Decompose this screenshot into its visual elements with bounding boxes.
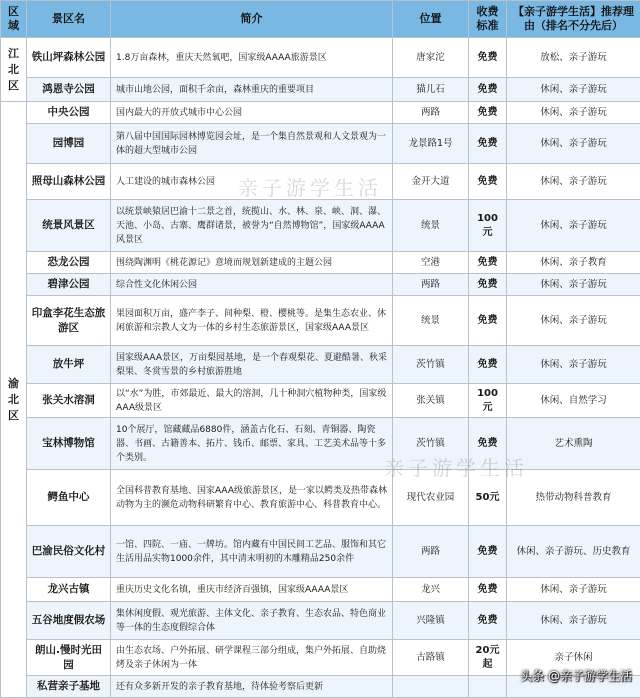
scenic-recommendation: 休闲、亲子游玩 — [507, 124, 640, 164]
scenic-location — [393, 676, 469, 698]
scenic-desc: 以统景峡猿居巴渝十二景之首，统揽山、水、林、泉、峡、洞、瀑、天池、小岛、古寨、鹰群诸景，被誉为“自然博物馆”，国家级AAAA风景区 — [111, 200, 393, 252]
scenic-name: 宝林博物馆 — [27, 418, 111, 470]
scenic-recommendation: 休闲、亲子游玩 — [507, 602, 640, 640]
scenic-fee: 100元 — [469, 200, 507, 252]
scenic-desc: 国内最大的开放式城市中心公园 — [111, 102, 393, 124]
scenic-desc: 一馆、四院、一庙、一牌坊。馆内藏有中国民间工艺品、服饰和其它生活用品实物1000余件，其中清末明初的木雕精品250余件 — [111, 526, 393, 578]
scenic-recommendation: 休闲、亲子游玩 — [507, 346, 640, 384]
scenic-name: 张关水溶洞 — [27, 384, 111, 418]
scenic-fee: 免费 — [469, 296, 507, 346]
scenic-fee: 免费 — [469, 78, 507, 102]
scenic-location: 空港 — [393, 252, 469, 274]
scenic-fee: 免费 — [469, 38, 507, 78]
header-desc: 简介 — [111, 1, 393, 38]
scenic-name: 私营亲子基地 — [27, 676, 111, 698]
table-row — [1, 200, 640, 252]
scenic-fee: 免费 — [469, 602, 507, 640]
header-location: 位置 — [393, 1, 469, 38]
scenic-desc: 由生态农场、户外拓展、研学课程三部分组成，集户外拓展、自助烧烤及亲子休闲为一体 — [111, 640, 393, 676]
scenic-location: 茨竹镇 — [393, 346, 469, 384]
watermark-text: 亲子游学生活 — [238, 172, 382, 201]
scenic-location: 统景 — [393, 200, 469, 252]
scenic-location: 龙兴 — [393, 578, 469, 602]
scenic-name: 龙兴古镇 — [27, 578, 111, 602]
scenic-fee — [469, 676, 507, 698]
scenic-recommendation: 休闲、亲子游玩 — [507, 274, 640, 296]
scenic-desc: 10个展厅，馆藏藏品6880件，涵盖古化石、石刻、青铜器、陶瓷器、书画、古籍善本、拓片、钱币、邮票、家具、工艺美术品等十多个类别。 — [111, 418, 393, 470]
scenic-fee: 免费 — [469, 346, 507, 384]
scenic-fee: 免费 — [469, 102, 507, 124]
scenic-name: 园博园 — [27, 124, 111, 164]
scenic-recommendation: 休闲、亲子游玩 — [507, 200, 640, 252]
scenic-fee: 免费 — [469, 124, 507, 164]
scenic-name: 放牛坪 — [27, 346, 111, 384]
scenic-recommendation: 休闲、亲子游玩 — [507, 578, 640, 602]
scenic-desc: 还有众多新开发的亲子教育基地，待体验考察后更新 — [111, 676, 393, 698]
scenic-desc: 围绕陶渊明《桃花源记》意境而规划新建成的主题公园 — [111, 252, 393, 274]
scenic-location: 猫儿石 — [393, 78, 469, 102]
header-name: 景区名 — [27, 1, 111, 38]
scenic-location: 现代农业园 — [393, 470, 469, 526]
scenic-location: 两路 — [393, 102, 469, 124]
table-row — [1, 102, 640, 124]
scenic-location: 两路 — [393, 526, 469, 578]
scenic-desc: 果园面积万亩，盛产李子、间种梨、橙、樱桃等。是集生态农业、休闲旅游和宗教人文为一体的乡村生态旅游景区，国家级AAA景区 — [111, 296, 393, 346]
scenic-location: 两路 — [393, 274, 469, 296]
header-fee: 收费标准 — [469, 1, 507, 38]
scenic-recommendation: 艺术熏陶 — [507, 418, 640, 470]
scenic-desc: 全国科普教育基地、国家AAA级旅游景区，是一家以鳄类及热带森林动物为主的濒危动物科研繁育中心、教育旅游中心、科普教育中心。 — [111, 470, 393, 526]
scenic-recommendation: 休闲、亲子游玩、历史教育 — [507, 526, 640, 578]
scenic-recommendation: 休闲、自然学习 — [507, 384, 640, 418]
table-row — [1, 78, 640, 102]
scenic-recommendation: 休闲、亲子游玩 — [507, 78, 640, 102]
scenic-fee: 免费 — [469, 164, 507, 200]
scenic-name: 巴渝民俗文化村 — [27, 526, 111, 578]
scenic-name: 朗山.慢时光田园 — [27, 640, 111, 676]
scenic-desc: 以“水”为胜，市郊最近、最大的溶洞，几十种洞穴植物种类，国家级AAA级景区 — [111, 384, 393, 418]
scenic-fee: 免费 — [469, 578, 507, 602]
region-jiangbei: 江北区 — [1, 38, 27, 102]
scenic-location: 茨竹镇 — [393, 418, 469, 470]
scenic-recommendation: 放松、亲子游玩 — [507, 38, 640, 78]
table-row — [1, 124, 640, 164]
table-row — [1, 296, 640, 346]
table-row — [1, 38, 640, 78]
table-row — [1, 418, 640, 470]
scenic-name: 铁山坪森林公园 — [27, 38, 111, 78]
table-row — [1, 384, 640, 418]
scenic-fee: 20元起 — [469, 640, 507, 676]
scenic-location: 兴隆镇 — [393, 602, 469, 640]
scenic-desc: 城市山地公园，面积千余亩，森林重庆的重要项目 — [111, 78, 393, 102]
scenic-fee: 免费 — [469, 252, 507, 274]
scenic-desc: 集休闲度假、观光旅游、主体文化、亲子教育、生态农品、特色商业等一体的生态度假综合体 — [111, 602, 393, 640]
scenic-location: 金开大道 — [393, 164, 469, 200]
scenic-recommendation: 休闲、亲子游玩 — [507, 296, 640, 346]
scenic-fee: 免费 — [469, 418, 507, 470]
scenic-name: 印盒李花生态旅游区 — [27, 296, 111, 346]
scenic-fee: 免费 — [469, 526, 507, 578]
scenic-name: 恐龙公园 — [27, 252, 111, 274]
scenic-recommendation: 热带动物科普教育 — [507, 470, 640, 526]
scenic-desc: 重庆历史文化名镇，重庆市经济百强镇，国家级AAAA景区 — [111, 578, 393, 602]
table-row — [1, 274, 640, 296]
header-recommendation: 【亲子游学生活】推荐理由（排名不分先后） — [507, 1, 640, 38]
scenic-recommendation: 休闲、亲子游玩 — [507, 164, 640, 200]
scenic-desc: 综合性文化休闲公园 — [111, 274, 393, 296]
table-header-row — [1, 1, 640, 38]
table-row — [1, 164, 640, 200]
table-row — [1, 578, 640, 602]
watermark-text: 亲子游学生活 — [384, 452, 528, 481]
scenic-name: 鳄鱼中心 — [27, 470, 111, 526]
scenic-location: 张关镇 — [393, 384, 469, 418]
region-yubei-label: 渝北区 — [8, 376, 20, 424]
scenic-name: 鸿恩寺公园 — [27, 78, 111, 102]
scenic-desc: 人工建设的城市森林公园 — [111, 164, 393, 200]
scenic-recommendation: 休闲、亲子教育 — [507, 252, 640, 274]
scenic-name: 中央公园 — [27, 102, 111, 124]
table-row — [1, 526, 640, 578]
scenic-fee: 50元 — [469, 470, 507, 526]
scenic-desc: 国家级AAA景区，万亩梨园基地，是一个春观梨花、夏避酷暑、秋采梨果、冬赏雪景的乡村旅游胜地 — [111, 346, 393, 384]
scenic-fee: 免费 — [469, 274, 507, 296]
scenic-location: 统景 — [393, 296, 469, 346]
scenic-location: 唐家沱 — [393, 38, 469, 78]
scenic-name: 统景风景区 — [27, 200, 111, 252]
scenic-location: 古路镇 — [393, 640, 469, 676]
region-yubei — [1, 102, 27, 698]
scenic-name: 五谷地度假农场 — [27, 602, 111, 640]
scenic-desc: 1.8万亩森林，重庆天然氧吧，国家级AAAA旅游景区 — [111, 38, 393, 78]
scenic-fee: 100元 — [469, 384, 507, 418]
table-row — [1, 346, 640, 384]
scenic-location: 龙景路1号 — [393, 124, 469, 164]
scenic-recommendation: 休闲、亲子游玩 — [507, 102, 640, 124]
scenic-name: 碧津公园 — [27, 274, 111, 296]
scenic-name: 照母山森林公园 — [27, 164, 111, 200]
scenic-desc: 第八届中国国际园林博览园会址，是一个集自然景观和人文景观为一体的超大型城市公园 — [111, 124, 393, 164]
scenic-recommendation: 亲子休闲 — [507, 640, 640, 676]
credit-label: 头条 @亲子游学生活 — [520, 667, 632, 684]
header-region: 区域 — [1, 1, 27, 38]
table-row — [1, 252, 640, 274]
table-row — [1, 602, 640, 640]
table-row — [1, 470, 640, 526]
